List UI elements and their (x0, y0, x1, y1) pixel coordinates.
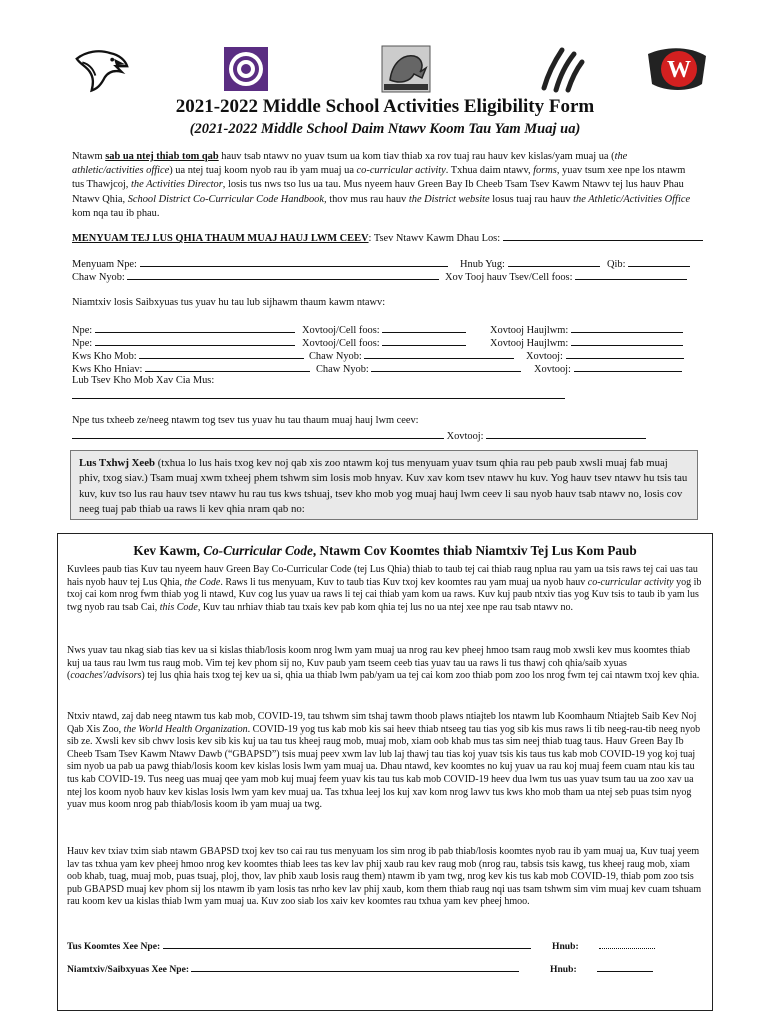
grade-field[interactable] (628, 256, 690, 267)
code-text: yog ib txoj cai kom nrog fwm thiab yog li ntawd, Kuv cog lus yuav ua raws li tej cai thiab yam kom ua raws. Kuv kuj paub ntxiv tias yog Kuv tsis to taub ib yam lus twg nyob rau tsab Cai, (67, 576, 702, 613)
code-title-italic: Co-Curricular Code (203, 543, 313, 558)
purple-school-seal-icon (218, 44, 274, 94)
code-title-text: Kev Kawm, (133, 543, 200, 558)
intro-text: , losis tus nws tso lus ua tau. Mus nyeem hauv Green Bay Ib Cheeb Tsam Tsev Kawm Ntawv tej lus hauv Phau Ntawv Qhia, (72, 179, 684, 205)
code-title-text: , Ntawm Cov Koomtes thiab Niamtxiv Tej Lus Kom Paub (312, 543, 637, 558)
intro-text: thov mus rau hauv (329, 193, 407, 205)
dentist-phone-label: Xovtooj: (534, 364, 571, 375)
intro-italic: School District Co-Curricular Code Handbook, (127, 193, 327, 205)
code-title (58, 543, 712, 559)
emergency-heading-row: MENYUAM TEJ LUS QHIA THAUM MUAJ HAUJ LWM CEEV: Tsev Ntawv Kawm Dhau Los: (72, 230, 697, 245)
other-contact-label: Npe tus txheeb ze/neeg ntawm tog tsev tus yuav hu tau thaum muaj hauj lwm ceev: (72, 415, 419, 426)
intro-emphasis: sab ua ntej thiab tom qab (105, 151, 219, 162)
grade-label: Qib: (607, 259, 626, 270)
code-text: ) tej lus qhia hais txog tej kev ua si, qhia ua thiab lwm pab/yam ua tej cai kom zoo thiab pom zoo los nrog fwm tej cai ntawm txoj kev qhia. (141, 670, 700, 682)
gray-mascot-logo-icon (378, 44, 434, 94)
other-phone-label: Xovtooj: (446, 431, 484, 442)
contact-cell-label: Xovtooj/Cell foos: (302, 325, 380, 336)
intro-italic: forms (533, 165, 557, 177)
code-text: , Kuv tau nrhiav thiab tau txais kev pab kom qhia tej lus no ua ntej xee npe rau tsab ntawv no. (197, 601, 574, 613)
intro-italic: the District website (408, 193, 490, 205)
hospital-line-row (72, 388, 697, 403)
intro-italic: the Athletic/Activities Office (573, 193, 691, 205)
contact-work-field[interactable] (571, 335, 683, 346)
contact-name-field[interactable] (95, 335, 295, 346)
student-name-field[interactable] (140, 256, 448, 267)
participant-signature-field[interactable] (163, 938, 531, 949)
doctor-phone-field[interactable] (566, 348, 684, 359)
other-contact-row (72, 428, 697, 443)
code-italic: co-curricular activity (587, 576, 674, 588)
dentist-label: Kws Kho Hniav: (72, 364, 143, 375)
previous-school-field[interactable] (503, 230, 703, 241)
intro-text: losus tuaj rau hauv (492, 193, 571, 205)
other-contact-field[interactable] (72, 428, 444, 439)
code-text: Nws yuav tau nkag siab tias kev ua si kislas thiab/losis koom nrog lwm yam muaj ua nrog rau kev pheej hmoo tsam raug mob xwsli kev mus koomtes thiab kuj ua taus rau lwm tus raug mob. Vim tej kev phom sij no, Kuv paub yam tseem ceeb tias yuav tau ua raws li tus thawj coh qhia/saib xyuas ( (67, 645, 690, 682)
participant-date-label: Hnub: (552, 941, 579, 952)
code-italic: the Code (184, 576, 221, 588)
intro-text: kom nqa tau ib phau. (72, 207, 160, 219)
participant-signature-label: Tus Koomtes Xee Npe: (67, 941, 161, 952)
intro-text: . Txhua daim ntawv, (445, 165, 531, 177)
hospital-label: Lub Tsev Kho Mob Xav Cia Mus: (72, 375, 215, 386)
intro-italic: co-curricular activity (356, 165, 446, 177)
participant-signature-row (67, 938, 531, 952)
contact-work-field[interactable] (571, 322, 683, 333)
parent-signature-field[interactable] (191, 961, 519, 972)
intro-italic: the Activities Director (130, 179, 223, 191)
code-text: Kuvlees paub tias Kuv tau nyeem hauv Green Bay Co-Curricular Code (tej Lus Qhia) thiab to taub tej cai thiab raug nplua rau yam ua tsis raws tej cai uas tau hais nyob hauv tej Lus Qhia, (67, 564, 698, 588)
contact-name-label: Npe: (72, 325, 93, 336)
intro-italic: the athletic/activities office (72, 151, 628, 177)
dentist-address-label: Chaw Nyob: (316, 364, 369, 375)
home-phone-field[interactable] (575, 269, 687, 280)
student-address-field[interactable] (127, 269, 439, 280)
code-italic: this Code (159, 601, 198, 613)
parent-date-row (550, 961, 653, 975)
doctor-field[interactable] (139, 348, 304, 359)
contact-cell-field[interactable] (382, 335, 466, 346)
dentist-address-field[interactable] (371, 361, 521, 372)
parent-date-label: Hnub: (550, 964, 577, 975)
contact-cell-field[interactable] (382, 322, 466, 333)
code-paragraph-1 (67, 564, 703, 614)
doctor-address-field[interactable] (364, 348, 514, 359)
other-phone-field[interactable] (486, 428, 646, 439)
hospital-field[interactable] (72, 388, 565, 399)
logo-strip (0, 44, 770, 100)
hospital-row (72, 374, 697, 387)
form-subtitle: (2021-2022 Middle School Daim Ntawv Koom Tau Yam Muaj ua) (189, 121, 581, 137)
code-italic: the World Health Organization (123, 723, 248, 735)
contact-work-label: Xovtooj Haujlwm: (490, 325, 569, 336)
health-notice-text: (txhua lo lus hais txog kev noj qab xis zoo ntawm koj tus menyuam yuav tsum qhia rau peb paub xwsli muaj fab muaj phiv, txog siav.) Tsam muaj xwm txheej phem tshwm sim losis mob hnyav. Kuv xav kom tsev ntawv hu kuv. Yog hauv tsev ntawv hu tsis tau kuv, kuv tso lus rau hauv tsev ntawv hu rau tus kws tshuaj, tsev kho mob yog muaj hauj lwm ceev li sau nyob hauv tsab ntawv no, losis cov neeg tuaj pab thiab ua raws li kev qhia nram qab no: (79, 457, 688, 515)
doctor-phone-label: Xovtooj: (526, 351, 563, 362)
home-phone-label: Xov Tooj hauv Tsev/Cell foos: (445, 272, 573, 283)
contact-name-label: Npe: (72, 338, 93, 349)
intro-text: , yuav tsum xee npe los ntawm tus Thawjcoj, (72, 165, 686, 191)
red-w-logo-icon (646, 44, 708, 94)
student-name-label: Menyuam Npe: (72, 259, 137, 270)
contact-name-field[interactable] (95, 322, 295, 333)
intro-text: Ntawm (72, 151, 103, 162)
eagle-logo-icon (73, 44, 129, 94)
previous-school-label: Tsev Ntawv Kawm Dhau Los: (373, 233, 501, 244)
birthdate-label: Hnub Yug: (460, 259, 505, 270)
health-notice-box (70, 450, 698, 520)
participant-date-field[interactable] (599, 938, 655, 949)
student-address-row (72, 269, 697, 284)
code-italic: coaches'/advisors (70, 670, 142, 682)
dentist-phone-field[interactable] (574, 361, 682, 372)
contact-work-label: Xovtooj Haujlwm: (490, 338, 569, 349)
claw-marks-logo-icon (534, 44, 590, 94)
health-notice-heading: Lus Txhwj Xeeb (79, 457, 155, 469)
dentist-field[interactable] (145, 361, 310, 372)
emergency-heading: MENYUAM TEJ LUS QHIA THAUM MUAJ HAUJ LWM CEEV (72, 233, 369, 244)
code-text: . COVID-19 yog tus kab mob kis sai heev thiab ntseeg tau tias yog sib kis mus raws li tib neeg-rau-tib neeg nyob sib ze. Xwsli kev sib chwv losis kev sib kis kuj ua tau tus kheej raug mob, muaj mob, xiam oob khab mus tas sim neej thiab tuag taus. Hauv Green Bay Ib Cheeb Tsam Tsev Kawm Ntawv Dawb (“GBAPSD”) tsis muaj peev xwm lav lub laj thawj tau tias koj yuav tsis kis taus tus kab mob COVID-19 yog koj tuaj sim nyob ua pab ua pawg thiab/losis koom kev kislas losis lwm yam muaj ua. Dhau ntawd, kev koomtes no kuj yuav ua rau koj muaj feem cuam ntau kis tau tus kab COVID-19. Tus neeg uas muaj qee yam mob kuj muaj feem yuav kis tau tus kab mob COVID-19 heev dua lwm tus uas yuav tsum tau ua zoo xav ua ntej los koom nyob hauv kev kislas losis lwm yam kev muaj ua. Tas txhua leej los kuj xav kom nrog lawv tus kws kho mob tham ua ntej seb puas tsim nyog yuav mus koom nrog pab thiab/losis koom ib yam muaj ua twg. (67, 723, 701, 811)
svg-text:W: W (667, 57, 691, 83)
participant-date-row (552, 938, 655, 952)
birthdate-field[interactable] (508, 256, 600, 267)
intro-text: ) ua ntej tuaj koom nyob rau ib yam muaj ua (169, 165, 354, 177)
contact-cell-label: Xovtooj/Cell foos: (302, 338, 380, 349)
parent-signature-label: Niamtxiv/Saibxyuas Xee Npe: (67, 964, 190, 975)
code-paragraph-2 (67, 645, 703, 683)
parent-date-field[interactable] (597, 961, 653, 972)
code-paragraph-3 (67, 711, 703, 812)
doctor-address-label: Chaw Nyob: (309, 351, 362, 362)
code-text: . Raws li tus menyuam, Kuv to taub tias Kuv txoj kev koomtes rau yam muaj ua nyob hauv (220, 576, 586, 588)
code-paragraph-4: Hauv kev txiav txim siab ntawm GBAPSD txoj kev tso cai rau tus menyuam los sim nrog ib pab thiab/losis koomtes nyob rau ib yam muaj ua, Kuv tuaj yeem lav tas txhua yam kev pheej hmoo nrog kev koomtes thiab lees tas kev lav phij xaub rau kev raug mob (nrog rau, tabsis tsis kawg, tus kheej raug mob, xiam oob khab, tuag, muaj mob, puas tsuaj, ploj, thov, lav phib xaub losis raug them) ntawm ib yam twg, nrog kev kis tus kab mob COVID-19, thiab pom zoo tsis pub GBAPSD muaj kev phom sij los ntawm ib yam losis tas nrho kev lav phij xaub, kom them thiab raug nqi uas tsam tshwm sim vim muaj kev cuam tshuam rau koom kev ua kislas thiab lwm yam muaj ua. Kuv zoo siab los xaiv kev koomtes rau txhua yam kev pheej hmoo. (67, 846, 702, 908)
co-curricular-code-box (57, 533, 713, 1011)
doctor-label: Kws Kho Mob: (72, 351, 137, 362)
contacts-intro: Niamtxiv losis Saibxyuas tus yuav hu tau lub sijhawm thaum kawm ntawv: (72, 297, 386, 308)
intro-paragraph (72, 150, 697, 221)
form-title: 2021-2022 Middle School Activities Eligibility Form (175, 96, 595, 117)
parent-signature-row (67, 961, 519, 975)
code-text: Ntxiv ntawd, zaj dab neeg ntawm tus kab mob, COVID-19, tau tshwm sim tshaj tawm thoob plaws ntiajteb los ntawm lub Koomhaum Ntiajteb Saib Kev Noj Qab Xis Zoo, (67, 711, 697, 735)
student-address-label: Chaw Nyob: (72, 272, 125, 283)
intro-text: hauv tsab ntawv no yuav tsum ua kom tiav thiab xa rov tuaj rau hauv kev kislas/yam muaj ua ( (221, 151, 615, 162)
